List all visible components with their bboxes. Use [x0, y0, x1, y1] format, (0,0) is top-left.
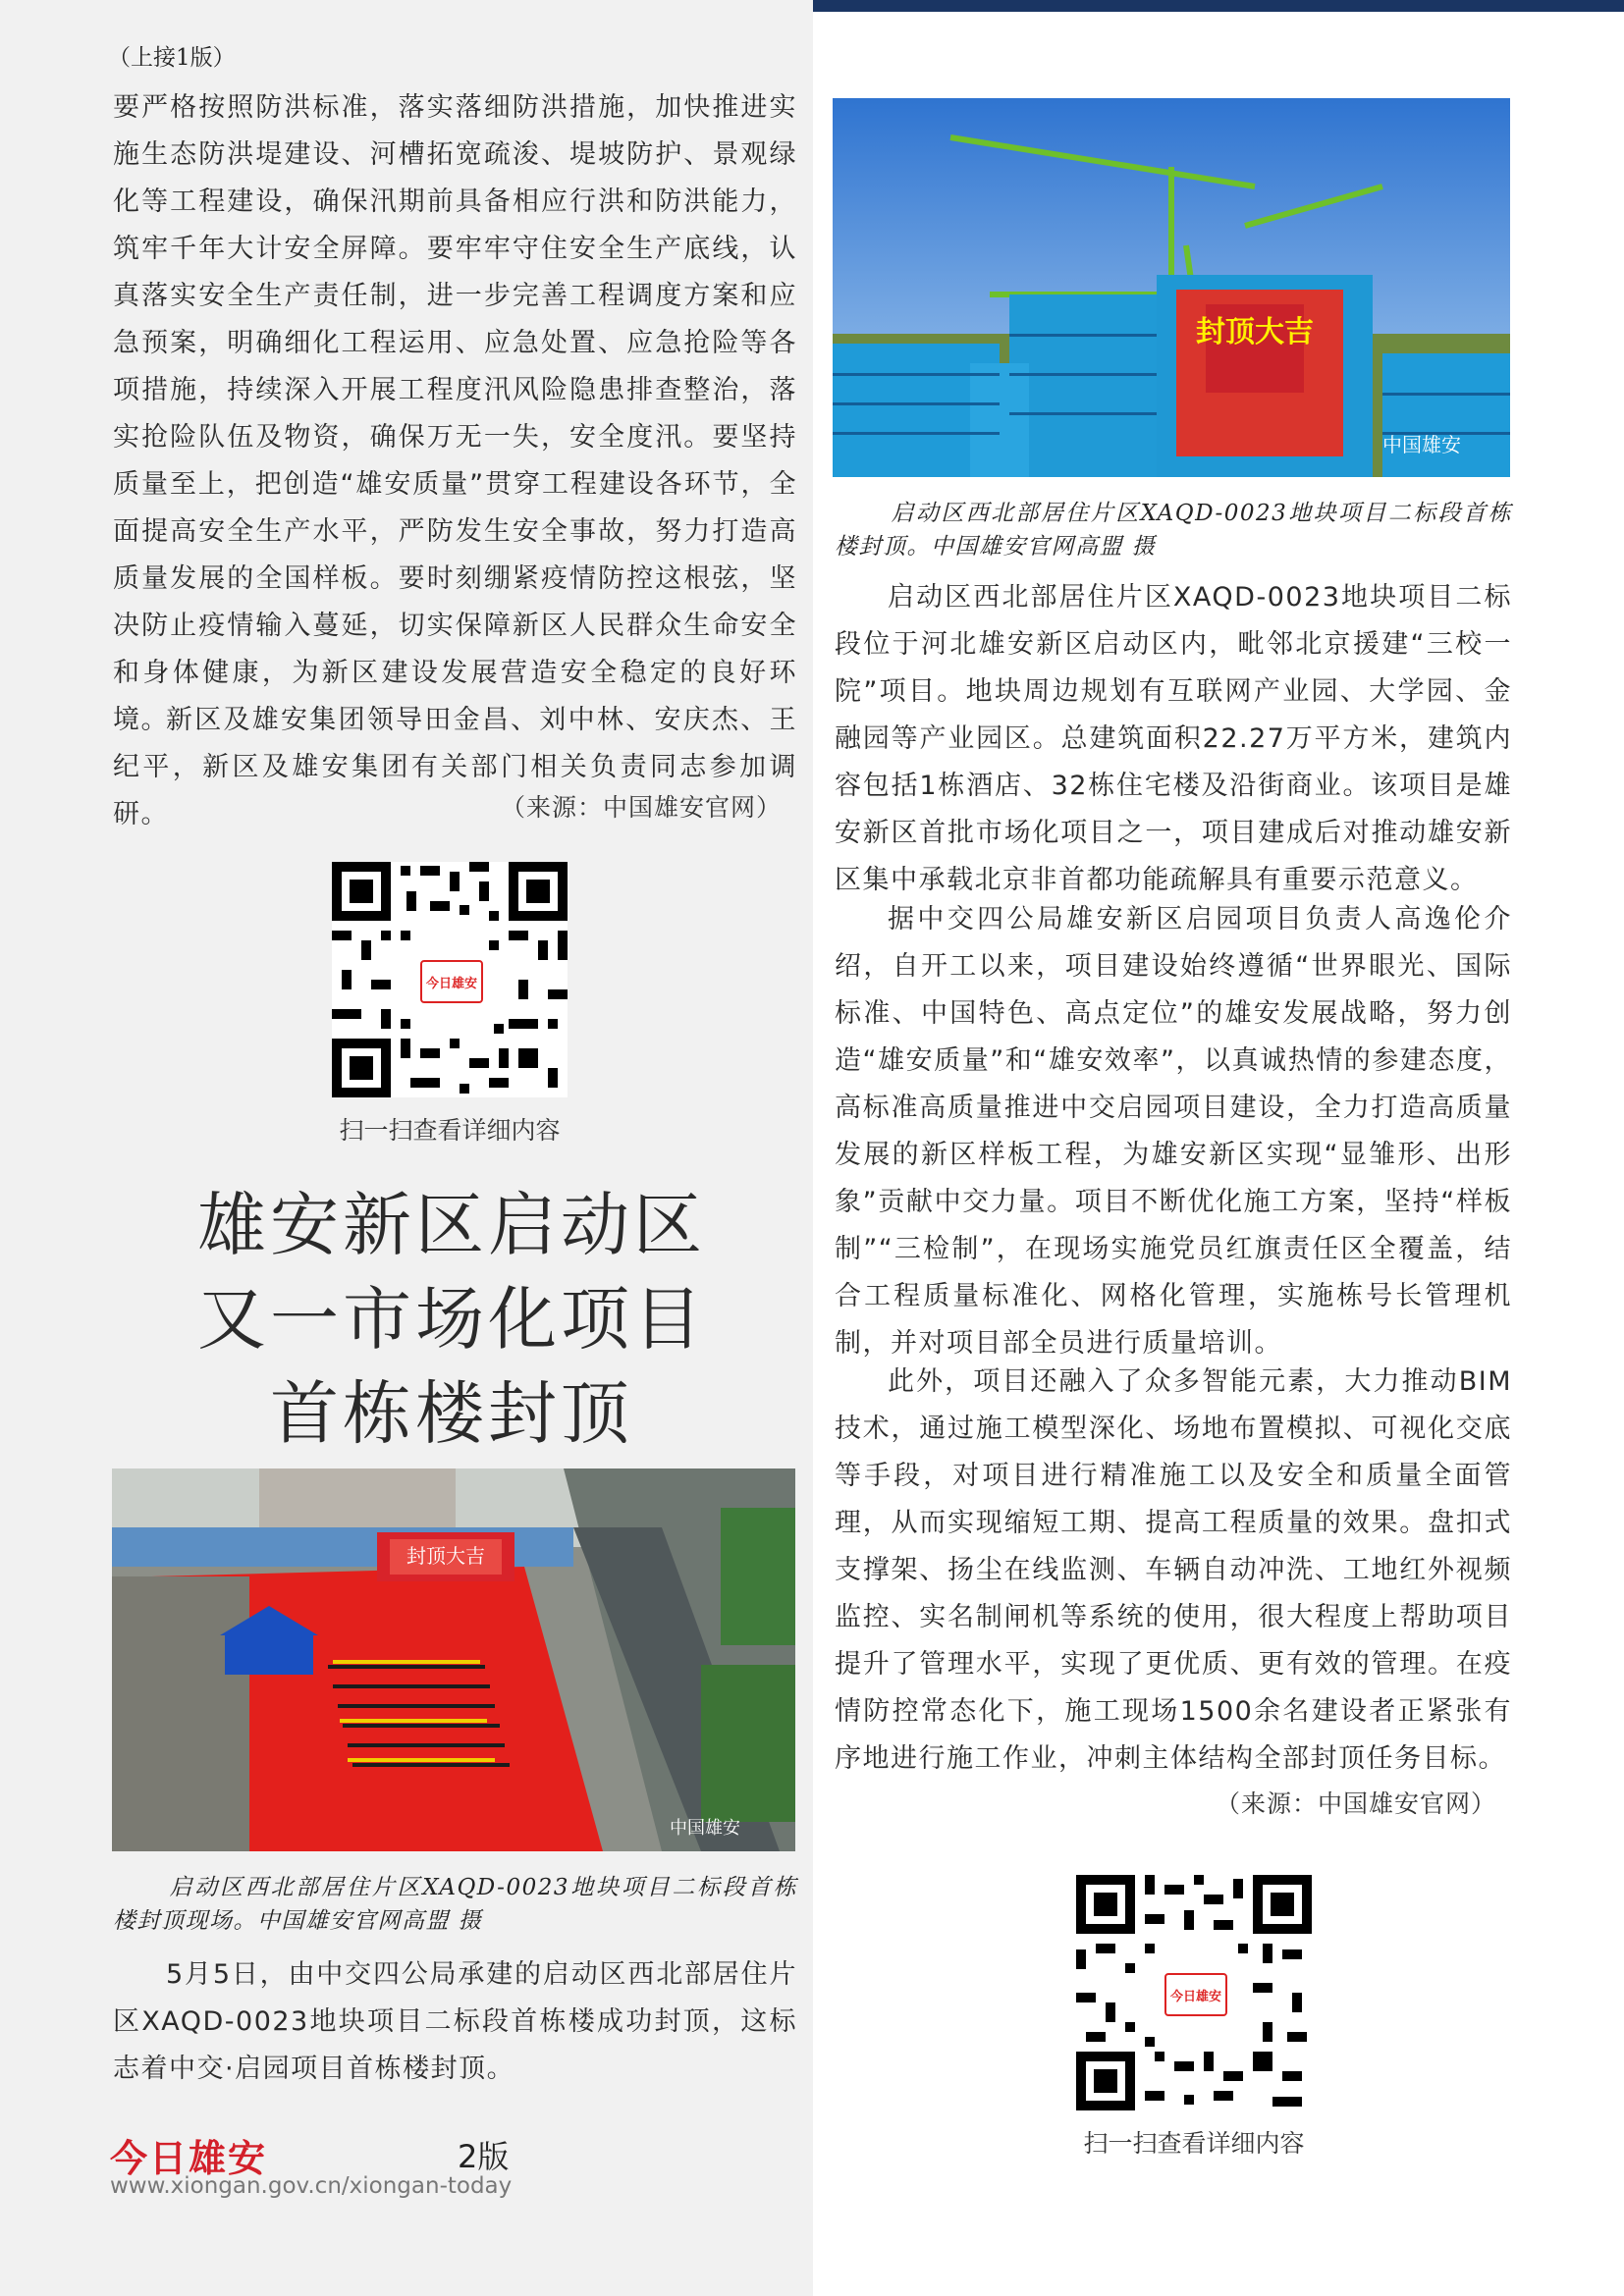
left-paragraph-2: 新区及雄安集团领导田金昌、刘中林、安庆杰、王纪平，新区及雄安集团有关部门相关负责同志参加调研。 — [113, 705, 797, 829]
headline-line-2: 又一市场化项目 — [197, 1279, 706, 1360]
banner-text-1: 封顶大吉 — [1196, 315, 1314, 349]
footer-url[interactable]: www.xiongan.gov.cn/xiongan-today — [110, 2173, 513, 2199]
left-source: （来源：中国雄安官网） — [501, 793, 783, 822]
right-qr-code[interactable] — [1076, 1875, 1312, 2110]
top-accent-bar — [813, 0, 1624, 12]
right-qr-caption: 扫一扫查看详细内容 — [1083, 2129, 1305, 2158]
footer-logo: 今日雄安 — [110, 2136, 268, 2180]
right-paragraph-3: 此外，项目还融入了众多智能元素，大力推动BIM技术，通过施工模型深化、场地布置模拟、可视化交底等手段，对项目进行精准施工以及安全和质量全面管理，从而实现缩短工期、提高工程质量的效果。盘扣式支撑架、扬尘在线监测、车辆自动冲洗、工地红外视频监控、实名制闸机等系统的使用，很大程度上帮助项目提升了管理水平，实现了更优质、更有效的管理。在疫情防控常态化下，施工现场1500余名建设者正紧张有序地进行施工作业，冲刺主体结构全部封顶任务目标。 — [835, 1366, 1512, 1774]
headline — [108, 1178, 795, 1461]
right-source: （来源：中国雄安官网） — [1216, 1789, 1497, 1818]
footer-page-number: 2版 — [458, 2138, 510, 2175]
ceremony-photo-caption: 启动区西北部居住片区XAQD-0023地块项目二标段首栋楼封顶现场。中国雄安官网高盟 摄 — [113, 1875, 797, 1934]
continued-note: （上接1版） — [108, 45, 236, 71]
left-qr-code[interactable] — [332, 862, 568, 1097]
left-qr-caption: 扫一扫查看详细内容 — [339, 1116, 561, 1145]
right-paragraph-2: 据中交四公局雄安新区启园项目负责人高逸伦介绍，自开工以来，项目建设始终遵循“世界眼光、国际标准、中国特色、高点定位”的雄安发展战略，努力创造“雄安质量”和“雄安效率”，以真诚热情的参建态度，高标准高质量推进中交启园项目建设，全力打造高质量发展的新区样板工程，为雄安新区实现“显雏形、出形象”贡献中交力量。项目不断优化施工方案，坚持“样板制”“三检制”，在现场实施党员红旗责任区全覆盖，结合工程质量标准化、网格化管理，实施栋号长管理机制，并对项目部全员进行质量培训。 — [835, 904, 1512, 1359]
photo-watermark-text: 中国雄安 — [670, 1818, 740, 1839]
qr-logo: 今日雄安 — [420, 960, 483, 1003]
building-photo-caption: 启动区西北部居住片区XAQD-0023地块项目二标段首栋楼封顶。中国雄安官网高盟 摄 — [835, 501, 1512, 560]
building-photo — [833, 98, 1510, 477]
stage-banner-text: 封顶大吉 — [406, 1544, 485, 1568]
left-paragraph-1: 要严格按照防洪标准，落实落细防洪措施，加快推进实施生态防洪堤建设、河槽拓宽疏浚、堤坡防护、景观绿化等工程建设，确保汛期前具备相应行洪和防洪能力，筑牢千年大计安全屏障。要牢牢守住安全生产底线，认真落实安全生产责任制，进一步完善工程调度方案和应急预案，明确细化工程运用、应急处置、应急抢险等各项措施，持续深入开展工程度汛风险隐患排查整治，落实抢险队伍及物资，确保万无一失，安全度汛。要坚持质量至上，把创造“雄安质量”贯穿工程建设各环节，全面提高安全生产水平，严防发生安全事故，努力打造高质量发展的全国样板。要时刻绷紧疫情防控这根弦，坚决防止疫情输入蔓延，切实保障新区人民群众生命安全和身体健康，为新区建设发展营造安全稳定的良好环境。 — [113, 92, 797, 735]
headline-line-3: 首栋楼封顶 — [270, 1373, 633, 1454]
right-paragraph-1: 启动区西北部居住片区XAQD-0023地块项目二标段位于河北雄安新区启动区内，毗邻北京援建“三校一院”项目。地块周边规划有互联网产业园、大学园、金融园等产业园区。总建筑面积22.27万平方米，建筑内容包括1栋酒店、32栋住宅楼及沿街商业。该项目是雄安新区首批市场化项目之一，项目建成后对推动雄安新区集中承载北京非首都功能疏解具有重要示范意义。 — [835, 582, 1512, 895]
qr-logo: 今日雄安 — [1164, 1973, 1227, 2016]
building-scene-icon — [833, 98, 1510, 477]
ceremony-scene-icon — [112, 1468, 795, 1851]
photo-watermark-text: 中国雄安 — [1382, 433, 1461, 456]
headline-line-1: 雄安新区启动区 — [197, 1185, 706, 1265]
left-paragraph-3: 5月5日，由中交四公局承建的启动区西北部居住片区XAQD-0023地块项目二标段首栋楼成功封顶，这标志着中交·启园项目首栋楼封顶。 — [113, 1959, 797, 2084]
ceremony-photo — [112, 1468, 795, 1851]
